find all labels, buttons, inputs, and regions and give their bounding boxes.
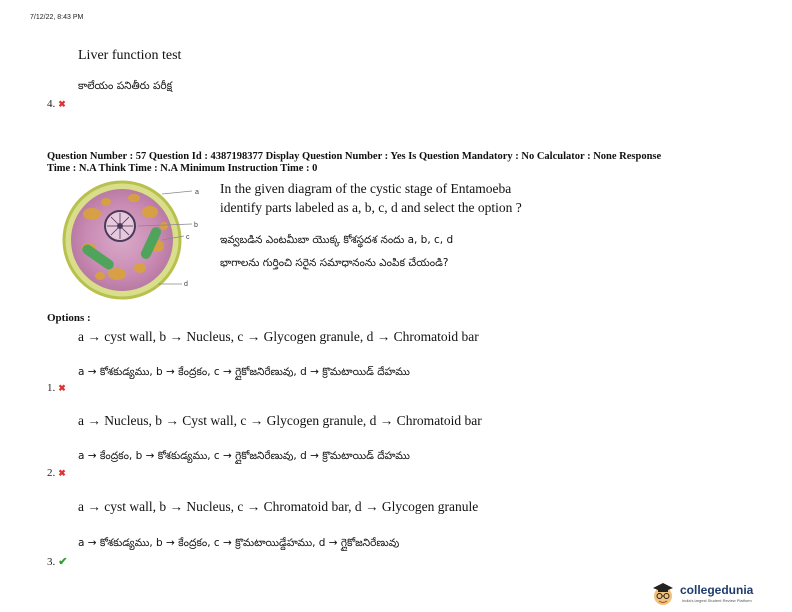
option-2-number: [47, 467, 66, 479]
collegedunia-logo: [650, 580, 786, 606]
prev-option-text-en: Liver function test: [78, 48, 182, 63]
diagram-label-b: b: [194, 222, 198, 229]
option-number-label: 3.: [47, 556, 56, 568]
option-1-text-te: a → కోశకుడ్యము, b → కేంద్రకం, c → గ్లైకోజనిరేణువు, d → క్రొమటాయిడ్ దేహము: [78, 366, 410, 378]
option-number-label: 1.: [47, 382, 56, 394]
diagram-label-c: c: [186, 234, 190, 241]
wrong-mark-icon: ✖: [58, 383, 66, 393]
option-1-number: [47, 382, 66, 394]
wrong-mark-icon: ✖: [58, 99, 66, 109]
question-text-te-line-1: ఇవ్వబడిన ఎంటమీబా యొక్క కోశస్థదశ నందు a, b, c, d: [220, 234, 454, 246]
prev-option-number: [47, 98, 66, 110]
logo-tagline: India's largest Student Review Platform: [682, 598, 752, 603]
pointer-a: [162, 191, 192, 194]
diagram-label-a: a: [195, 189, 199, 196]
question-text-en-line-1: In the given diagram of the cystic stage of Entamoeba: [220, 181, 512, 196]
option-number-label: 2.: [47, 467, 56, 479]
question-text-te-line-2: భాగాలను గుర్తించి సరైన సమాధానంను ఎంపిక చేయండి?: [220, 257, 449, 269]
print-timestamp: 7/12/22, 8:43 PM: [30, 14, 84, 21]
option-1-text-en: a → cyst wall, b → Nucleus, c → Glycogen granule, d → Chromatoid bar: [78, 329, 479, 344]
option-2-text-en: a → Nucleus, b → Cyst wall, c → Glycogen granule, d → Chromatoid bar: [78, 413, 482, 428]
graduate-avatar-icon: [650, 580, 676, 606]
logo-wordmark: collegedunia: [680, 583, 754, 597]
option-3-number: [47, 555, 67, 568]
wrong-mark-icon: ✖: [58, 468, 66, 478]
option-3-text-te: a → కోశకుడ్యము, b → కేంద్రకం, c → క్రొమటాయిడ్దేహము, d → గ్లైకోజనిరేణువు: [78, 537, 400, 549]
options-heading: Options :: [47, 312, 91, 324]
correct-mark-icon: ✔: [58, 556, 68, 568]
question-meta-line-2: Time : N.A Think Time : N.A Minimum Instruction Time : 0: [47, 163, 318, 174]
prev-option-text-te: కాలేయం పనితీరు పరీక్ష: [78, 80, 173, 92]
question-text-en-line-2: identify parts labeled as a, b, c, d and select the option ?: [220, 200, 522, 215]
option-number-label: 4.: [47, 98, 56, 110]
option-3-text-en: a → cyst wall, b → Nucleus, c → Chromatoid bar, d → Glycogen granule: [78, 499, 479, 514]
option-2-text-te: a → కేంద్రకం, b → కోశకుడ్యము, c → గ్లైకోజనిరేణువు, d → క్రొమటాయిడ్ దేహము: [78, 450, 410, 462]
entamoeba-cyst-diagram: [62, 176, 212, 304]
diagram-label-d: d: [184, 281, 188, 288]
question-meta-line-1: Question Number : 57 Question Id : 4387198377 Display Question Number : Yes Is Question Mandatory : No Calculator : None Response: [47, 151, 662, 162]
